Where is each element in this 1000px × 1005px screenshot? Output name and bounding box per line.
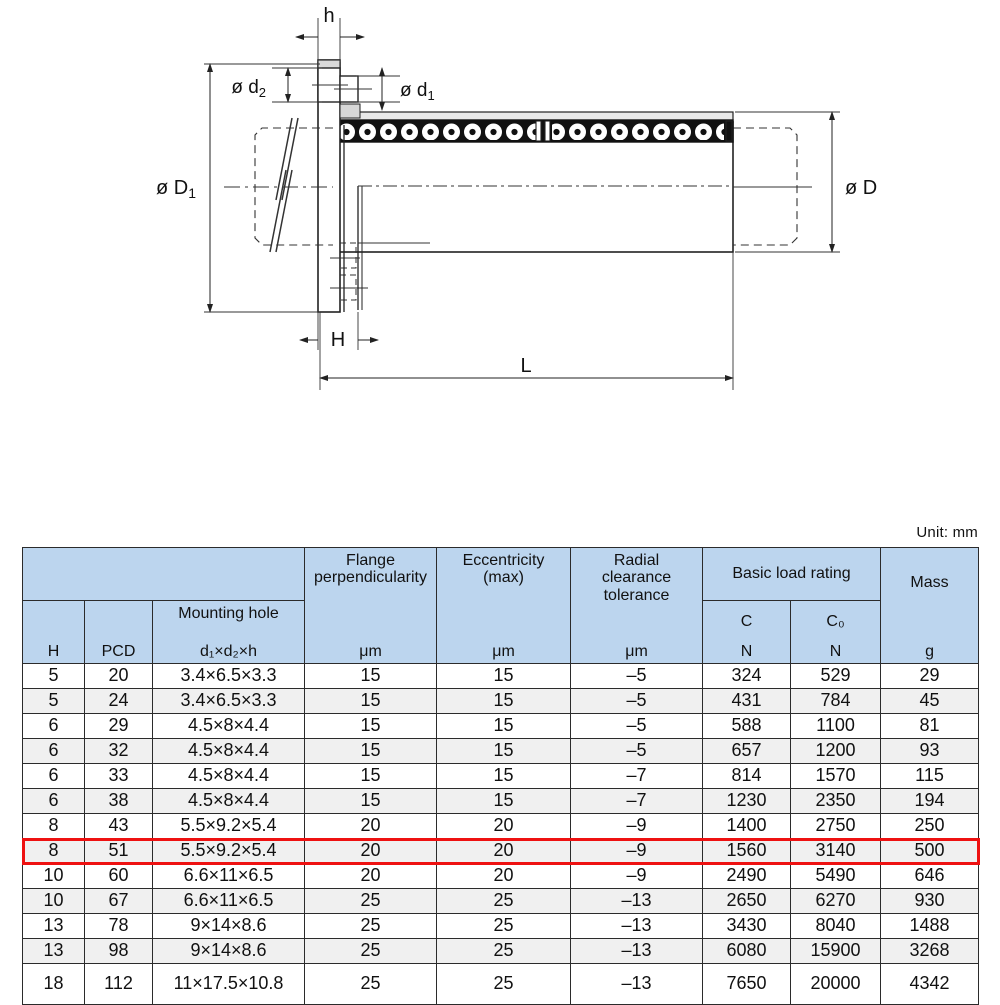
table-row[interactable] [23, 964, 979, 1005]
cell-mounting-hole: 3.4×6.5×3.3 [153, 664, 305, 689]
cell-eccentricity: 15 [437, 689, 571, 714]
cell-eccentricity: 25 [437, 914, 571, 939]
header-PCD [85, 601, 153, 664]
cell-C0: 15900 [791, 939, 881, 964]
cell-PCD: 51 [85, 839, 153, 864]
cell-eccentricity: 20 [437, 864, 571, 889]
table-row[interactable] [23, 939, 979, 964]
header-C-unit: N [740, 642, 753, 660]
header-flange-line1: Flange [346, 552, 395, 569]
header-basic-load-rating-label: Basic load rating [732, 565, 851, 583]
cell-C: 3430 [703, 914, 791, 939]
cell-mounting-hole: 5.5×9.2×5.4 [153, 814, 305, 839]
cell-C: 1560 [703, 839, 791, 864]
dim-label-L: L [520, 355, 532, 377]
header-mass [881, 548, 979, 664]
cell-PCD: 98 [85, 939, 153, 964]
header-mounting-hole [153, 601, 305, 664]
specification-table-container [22, 547, 978, 1005]
cell-radial-clearance: –13 [571, 889, 703, 914]
cell-flange-perpendicularity: 15 [305, 739, 437, 764]
cell-H: 5 [23, 664, 85, 689]
cell-eccentricity: 25 [437, 939, 571, 964]
cell-mass: 250 [881, 814, 979, 839]
dim-label-d1: ø $d_1$ [400, 80, 435, 103]
header-basic-load-rating [703, 548, 881, 601]
cell-mass: 1488 [881, 914, 979, 939]
cell-PCD: 78 [85, 914, 153, 939]
dim-label-d2: ø $d_2$ [231, 77, 266, 100]
cell-flange-perpendicularity: 20 [305, 864, 437, 889]
cell-radial-clearance: –5 [571, 739, 703, 764]
cell-mounting-hole: 4.5×8×4.4 [153, 739, 305, 764]
cell-C0: 5490 [791, 864, 881, 889]
table-row[interactable] [23, 914, 979, 939]
cell-H: 8 [23, 839, 85, 864]
header-mounting-hole-label: Mounting hole [178, 605, 279, 622]
cell-radial-clearance: –5 [571, 714, 703, 739]
cell-PCD: 43 [85, 814, 153, 839]
header-row-top [23, 548, 979, 601]
cell-C0: 6270 [791, 889, 881, 914]
cell-mounting-hole: 3.4×6.5×3.3 [153, 689, 305, 714]
cell-PCD: 33 [85, 764, 153, 789]
header-radial-clearance-tolerance [571, 548, 703, 664]
cell-C: 588 [703, 714, 791, 739]
cell-H: 18 [23, 964, 85, 1005]
cell-C0: 3140 [791, 839, 881, 864]
cell-radial-clearance: –7 [571, 764, 703, 789]
header-radial-line3: tolerance [603, 586, 670, 604]
header-blank-left [23, 548, 305, 601]
cell-C0: 1100 [791, 714, 881, 739]
cell-C: 657 [703, 739, 791, 764]
cell-PCD: 112 [85, 964, 153, 1005]
header-ecc-line1: Eccentricity [462, 552, 545, 569]
cell-radial-clearance: –9 [571, 814, 703, 839]
cell-eccentricity: 15 [437, 789, 571, 814]
cell-eccentricity: 15 [437, 714, 571, 739]
cell-H: 10 [23, 864, 85, 889]
cell-H: 6 [23, 789, 85, 814]
header-radial-line2: clearance [601, 569, 672, 587]
cell-C: 6080 [703, 939, 791, 964]
cell-mounting-hole: 6.6×11×6.5 [153, 864, 305, 889]
header-H-label: H [47, 642, 60, 660]
cell-C: 1400 [703, 814, 791, 839]
table-row[interactable] [23, 814, 979, 839]
cell-radial-clearance: –13 [571, 914, 703, 939]
table-row[interactable] [23, 664, 979, 689]
cell-mass: 930 [881, 889, 979, 914]
dim-label-H: H [330, 329, 346, 351]
cell-flange-perpendicularity: 20 [305, 814, 437, 839]
header-ecc-unit: μm [492, 642, 515, 660]
cell-radial-clearance: –13 [571, 964, 703, 1005]
cell-C0: 2350 [791, 789, 881, 814]
cell-eccentricity: 15 [437, 739, 571, 764]
cell-eccentricity: 20 [437, 814, 571, 839]
header-eccentricity [437, 548, 571, 664]
cell-flange-perpendicularity: 25 [305, 889, 437, 914]
header-mass-unit: g [925, 642, 934, 660]
cell-flange-perpendicularity: 25 [305, 914, 437, 939]
table-row[interactable] [23, 839, 979, 864]
table-body [23, 664, 979, 1005]
cell-flange-perpendicularity: 15 [305, 714, 437, 739]
cell-flange-perpendicularity: 25 [305, 939, 437, 964]
header-ecc-line2: (max) [483, 569, 524, 587]
dim-label-D: ø D [845, 177, 878, 199]
cell-mounting-hole: 6.6×11×6.5 [153, 889, 305, 914]
cell-radial-clearance: –9 [571, 839, 703, 864]
cell-H: 13 [23, 914, 85, 939]
cell-flange-perpendicularity: 20 [305, 839, 437, 864]
cell-PCD: 24 [85, 689, 153, 714]
cell-C: 324 [703, 664, 791, 689]
cell-radial-clearance: –7 [571, 789, 703, 814]
cell-radial-clearance: –13 [571, 939, 703, 964]
cell-mounting-hole: 5.5×9.2×5.4 [153, 839, 305, 864]
table-row[interactable] [23, 789, 979, 814]
dim-label-D1: ø $D_1$ [155, 177, 196, 201]
dim-label-h: h [323, 5, 335, 27]
cell-H: 5 [23, 689, 85, 714]
table-row[interactable] [23, 864, 979, 889]
cell-PCD: 67 [85, 889, 153, 914]
cell-H: 6 [23, 714, 85, 739]
cell-mounting-hole: 4.5×8×4.4 [153, 789, 305, 814]
cell-flange-perpendicularity: 25 [305, 964, 437, 1005]
cell-C: 431 [703, 689, 791, 714]
table-row[interactable] [23, 764, 979, 789]
cell-H: 6 [23, 764, 85, 789]
cell-H: 8 [23, 814, 85, 839]
table-row[interactable] [23, 739, 979, 764]
header-radial-unit: μm [625, 642, 648, 660]
specification-table [22, 547, 979, 1005]
cell-eccentricity: 20 [437, 839, 571, 864]
cell-mass: 3268 [881, 939, 979, 964]
cell-C: 7650 [703, 964, 791, 1005]
cell-flange-perpendicularity: 15 [305, 689, 437, 714]
cell-H: 13 [23, 939, 85, 964]
cell-mass: 4342 [881, 964, 979, 1005]
cell-C: 2490 [703, 864, 791, 889]
header-mounting-hole-formula: d₁×d₂×h [200, 642, 257, 660]
cell-radial-clearance: –5 [571, 689, 703, 714]
cell-PCD: 32 [85, 739, 153, 764]
cell-C0: 1570 [791, 764, 881, 789]
cell-mounting-hole: 4.5×8×4.4 [153, 714, 305, 739]
header-flange-line2: perpendicularity [314, 569, 427, 587]
cell-mounting-hole: 11×17.5×10.8 [153, 964, 305, 1005]
cell-PCD: 29 [85, 714, 153, 739]
table-row[interactable] [23, 689, 979, 714]
cell-C: 814 [703, 764, 791, 789]
header-C0-unit: N [829, 642, 842, 660]
cell-PCD: 60 [85, 864, 153, 889]
header-C0-label: C₀ [826, 613, 845, 630]
cell-H: 6 [23, 739, 85, 764]
header-radial-line1: Radial [613, 552, 660, 569]
cell-mass: 29 [881, 664, 979, 689]
header-C [703, 601, 791, 664]
cell-eccentricity: 25 [437, 964, 571, 1005]
cell-flange-perpendicularity: 15 [305, 764, 437, 789]
header-H [23, 601, 85, 664]
cell-mass: 93 [881, 739, 979, 764]
cell-flange-perpendicularity: 15 [305, 664, 437, 689]
cell-eccentricity: 15 [437, 664, 571, 689]
cell-C: 1230 [703, 789, 791, 814]
cell-PCD: 38 [85, 789, 153, 814]
cell-C0: 20000 [791, 964, 881, 1005]
cell-radial-clearance: –9 [571, 864, 703, 889]
cell-C0: 784 [791, 689, 881, 714]
cell-radial-clearance: –5 [571, 664, 703, 689]
cell-C0: 1200 [791, 739, 881, 764]
cell-mounting-hole: 9×14×8.6 [153, 939, 305, 964]
cell-PCD: 20 [85, 664, 153, 689]
cell-mass: 45 [881, 689, 979, 714]
cell-C0: 2750 [791, 814, 881, 839]
cell-C0: 8040 [791, 914, 881, 939]
cell-mounting-hole: 9×14×8.6 [153, 914, 305, 939]
cell-H: 10 [23, 889, 85, 914]
unit-note: Unit: mm [916, 524, 978, 541]
cell-C: 2650 [703, 889, 791, 914]
cell-flange-perpendicularity: 15 [305, 789, 437, 814]
header-flange-unit: μm [359, 642, 382, 660]
cell-eccentricity: 25 [437, 889, 571, 914]
table-row[interactable] [23, 714, 979, 739]
header-flange-perpendicularity [305, 548, 437, 664]
cell-mass: 646 [881, 864, 979, 889]
cell-mass: 500 [881, 839, 979, 864]
cell-mass: 115 [881, 764, 979, 789]
cell-mass: 81 [881, 714, 979, 739]
cell-eccentricity: 15 [437, 764, 571, 789]
cell-mass: 194 [881, 789, 979, 814]
cell-mounting-hole: 4.5×8×4.4 [153, 764, 305, 789]
header-C-label: C [740, 613, 753, 630]
header-mass-label: Mass [910, 574, 949, 591]
cell-C0: 529 [791, 664, 881, 689]
header-PCD-label: PCD [101, 642, 136, 660]
table-header [23, 548, 979, 664]
table-row[interactable] [23, 889, 979, 914]
header-C0 [791, 601, 881, 664]
